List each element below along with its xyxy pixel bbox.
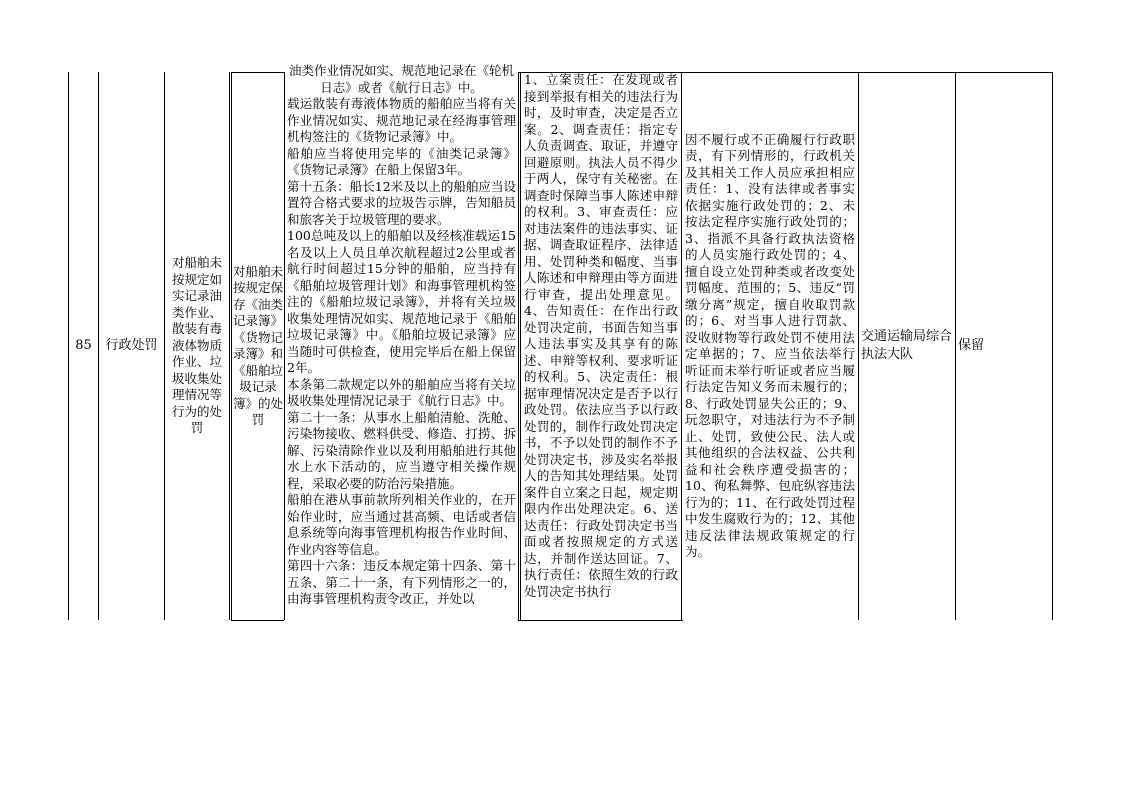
department-cell — [861, 72, 953, 620]
legal-basis-paragraph: 100总吨及以上的船舶以及经核准载运15名及以上人员且单次航程超过2公里或者航行时间超过15分钟的船舶，应当持有《船舶垃圾管理计划》和海事管理机构签注的《船舶垃圾记录簿》，并将有关垃圾收集处理情况如实、规范地记录于《船舶垃圾记录簿》中。《船舶垃圾记录簿》应当随时可供检查，使用完毕后在船上保留2年。 — [287, 228, 516, 375]
legal-basis-paragraph: 船舶应当将使用完毕的《油类记录簿》《货物记录簿》在船上保留3年。 — [287, 145, 516, 177]
column-divider — [955, 72, 956, 620]
cell-border-bottom — [518, 620, 683, 621]
department-name: 交通运输局综合执法大队 — [861, 329, 953, 362]
legal-basis-paragraph: 油类作业情况如实、规范地记录在《轮机日志》或者《航行日志》中。 — [288, 63, 514, 95]
sub-item-name: 对船舶未按规定保存《油类记录簿》《货物记录簿》和《船舶垃圾记录簿》的处罚 — [233, 263, 284, 427]
column-divider — [231, 72, 232, 620]
category-cell — [99, 72, 164, 620]
item-name: 对船舶未按规定如实记录油类作业、散装有毒液体物质作业、垃圾收集处理情况等行为的处罚 — [171, 255, 222, 436]
table-border-right — [1052, 72, 1053, 620]
liability-cell — [682, 72, 858, 620]
column-divider — [164, 72, 165, 620]
responsibility-text: 1、立案责任：在发现或者接到举报有相关的违法行为时，及时审查，决定是否立案。2、调查责任：指定专人负责调查、取证，并遵守回避原则。执法人员不得少于两人，保守有关秘密。在调查时保障当事人陈述申辩的权利。3、审查责任：应对违法案件的违法事实、证据、调查取证程序、法律适用、处罚种类和幅度、当事人陈述和申辩理由等方面进行审查，提出处理意见。4、告知责任：在作出行政处罚决定前，书面告知当事人违法事实及其享有的陈述、申辩等权利、要求听证的权利。5、决定责任：根据审理情况决定是否予以行政处罚。依法应当予以行政处罚的，制作行政处罚决定书，不予以处罚的制作不予处罚决定书，涉及实名举报人的告知其处理结果。处罚案件自立案之日起，规定期限内作出处理决定。6、送达责任：行政处罚决定书当面或者按照规定的方式送达，并制作送达回证。7、执行责任：依照生效的行政处罚决定书执行 — [524, 72, 678, 599]
sub-item-cell — [233, 72, 283, 620]
cell-border-bottom — [231, 620, 284, 621]
item-name-cell — [168, 72, 226, 620]
item-category: 行政处罚 — [105, 337, 158, 353]
status-value: 保留 — [958, 337, 985, 353]
column-divider — [229, 72, 230, 620]
legal-basis-cell — [285, 63, 518, 620]
legal-basis-paragraph: 载运散装有毒液体物质的船舶应当将有关作业情况如实、规范地记录在经海事管理机构签注的《货物记录簿》中。 — [287, 96, 516, 144]
column-divider — [858, 72, 859, 620]
responsibility-cell — [521, 72, 681, 620]
row-number-cell — [69, 72, 98, 620]
legal-basis-paragraph: 船舶在港从事前款所列相关作业的，在开始作业时，应当通过甚高频、电话或者信息系统等向海事管理机构报告作业时间、作业内容等信息。 — [287, 492, 516, 557]
legal-basis-paragraph: 第十五条：船长12米及以上的船舶应当设置符合格式要求的垃圾告示牌，告知船员和旅客关于垃圾管理的要求。 — [287, 178, 516, 227]
status-cell — [958, 72, 1050, 620]
row-number: 85 — [75, 337, 92, 353]
liability-text: 因不履行或不正确履行行政职责，有下列情形的，行政机关及其相关工作人员应承担相应责任：1、没有法律或者事实依据实施行政处罚的；2、未按法定程序实施行政处罚的；3、指派不具备行政执法资格的人员实施行政处罚的；4、擅自设立处罚种类或者改变处罚幅度、范围的；5、违反“罚缴分离”规定，擅自收取罚款的；6、对当事人进行罚款、没收财物等行政处罚不使用法定单据的；7、应当依法举行听证而未举行听证或者应当履行法定告知义务而未履行的；8、行政处罚显失公正的；9、玩忽职守，对违法行为不予制止、处罚，致使公民、法人或其他组织的合法权益、公共利益和社会秩序遭受损害的；10、徇私舞弊、包庇纵容违法行为的；11、在行政处罚过程中发生腐败行为的；12、其他违反法律法规政策规定的行为。 — [685, 131, 855, 559]
column-divider — [518, 72, 519, 620]
legal-basis-paragraph: 第二十一条：从事水上船舶清舱、洗舱、污染物接收、燃料供受、修造、打捞、拆解、污染清除作业以及利用船舶进行其他水上水下活动的，应当遵守相关操作规程，采取必要的防治污染措施。 — [287, 409, 516, 491]
legal-basis-paragraph: 第四十六条：违反本规定第十四条、第十五条、第二十一条，有下列情形之一的，由海事管理机构责令改正，并处以 — [287, 558, 516, 606]
legal-basis-paragraph: 本条第二款规定以外的船舶应当将有关垃圾收集处理情况记录于《航行日志》中。 — [287, 376, 516, 408]
